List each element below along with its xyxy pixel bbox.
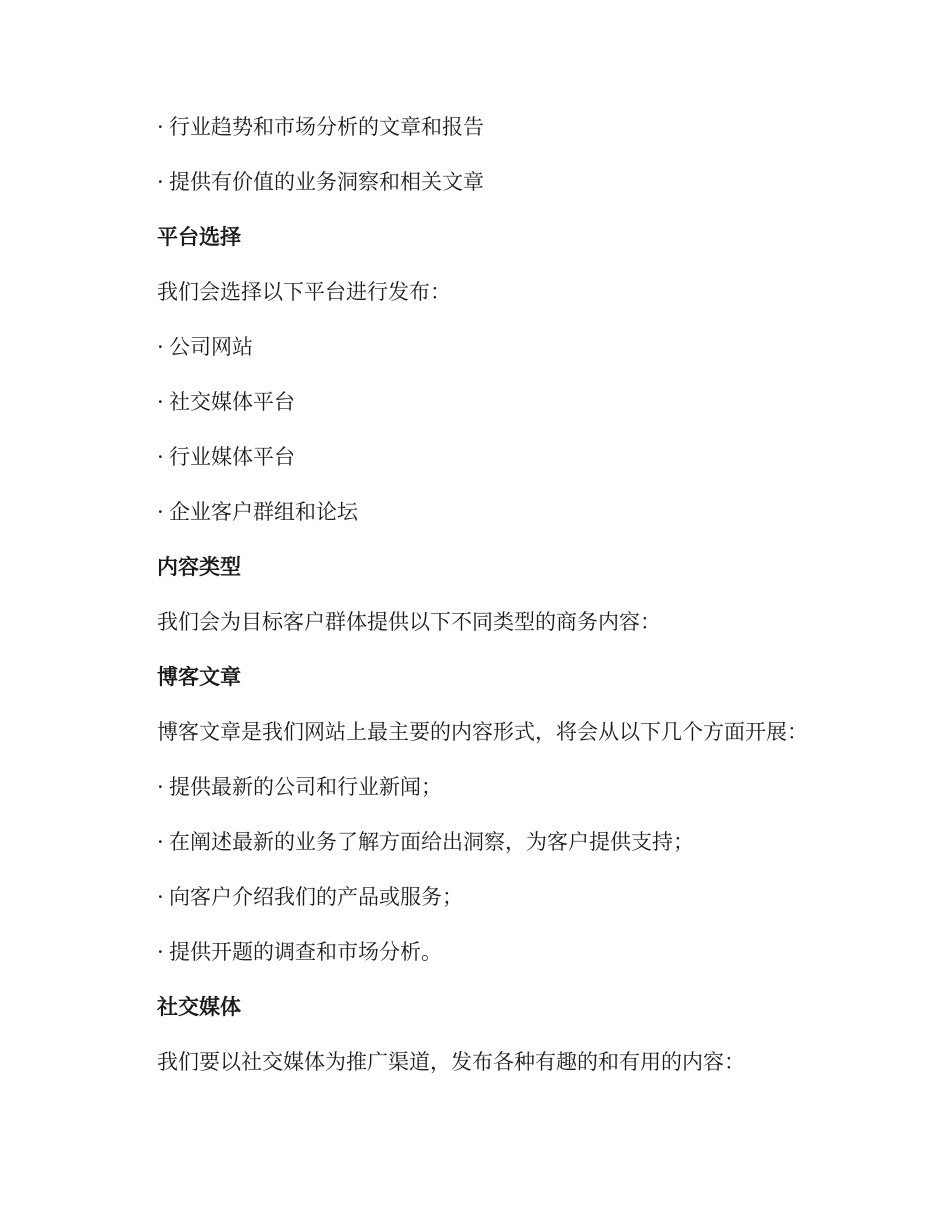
bullet-dot-icon: · [157, 335, 164, 359]
bullet-dot-icon: · [157, 500, 164, 524]
bullet-text: 公司网站 [169, 335, 253, 359]
paragraph: 博客文章是我们网站上最主要的内容形式，将会从以下几个方面开展： [157, 720, 808, 744]
bullet-text: 提供开题的调查和市场分析。 [169, 940, 442, 964]
section-heading: 博客文章 [157, 665, 241, 689]
bullet-text: 社交媒体平台 [169, 390, 295, 414]
bullet-text: 提供有价值的业务洞察和相关文章 [169, 170, 484, 194]
bullet-dot-icon: · [157, 885, 164, 909]
bullet-item [157, 162, 857, 217]
bullet-item [157, 822, 857, 877]
bullet-item [157, 327, 857, 382]
bullet-dot-icon: · [157, 775, 164, 799]
bullet-dot-icon: · [157, 170, 164, 194]
bullet-dot-icon: · [157, 830, 164, 854]
bullet-item [157, 932, 857, 987]
bullet-item [157, 877, 857, 932]
bullet-dot-icon: · [157, 390, 164, 414]
bullet-text: 企业客户群组和论坛 [169, 500, 358, 524]
paragraph: 我们会选择以下平台进行发布： [157, 280, 451, 304]
bullet-text: 向客户介绍我们的产品或服务； [169, 885, 463, 909]
bullet-text: 行业媒体平台 [169, 445, 295, 469]
section-heading: 社交媒体 [157, 995, 241, 1019]
section-heading: 内容类型 [157, 555, 241, 579]
paragraph: 我们会为目标客户群体提供以下不同类型的商务内容： [157, 610, 661, 634]
bullet-dot-icon: · [157, 445, 164, 469]
bullet-dot-icon: · [157, 940, 164, 964]
bullet-text: 行业趋势和市场分析的文章和报告 [169, 115, 484, 139]
bullet-item [157, 382, 857, 437]
bullet-text: 提供最新的公司和行业新闻； [169, 775, 442, 799]
section-heading: 平台选择 [157, 225, 241, 249]
bullet-item [157, 437, 857, 492]
bullet-dot-icon: · [157, 115, 164, 139]
paragraph: 我们要以社交媒体为推广渠道，发布各种有趣的和有用的内容： [157, 1050, 745, 1074]
document-page [157, 107, 857, 1097]
bullet-item [157, 767, 857, 822]
bullet-text: 在阐述最新的业务了解方面给出洞察，为客户提供支持； [169, 830, 694, 854]
bullet-item [157, 107, 857, 162]
bullet-item [157, 492, 857, 547]
